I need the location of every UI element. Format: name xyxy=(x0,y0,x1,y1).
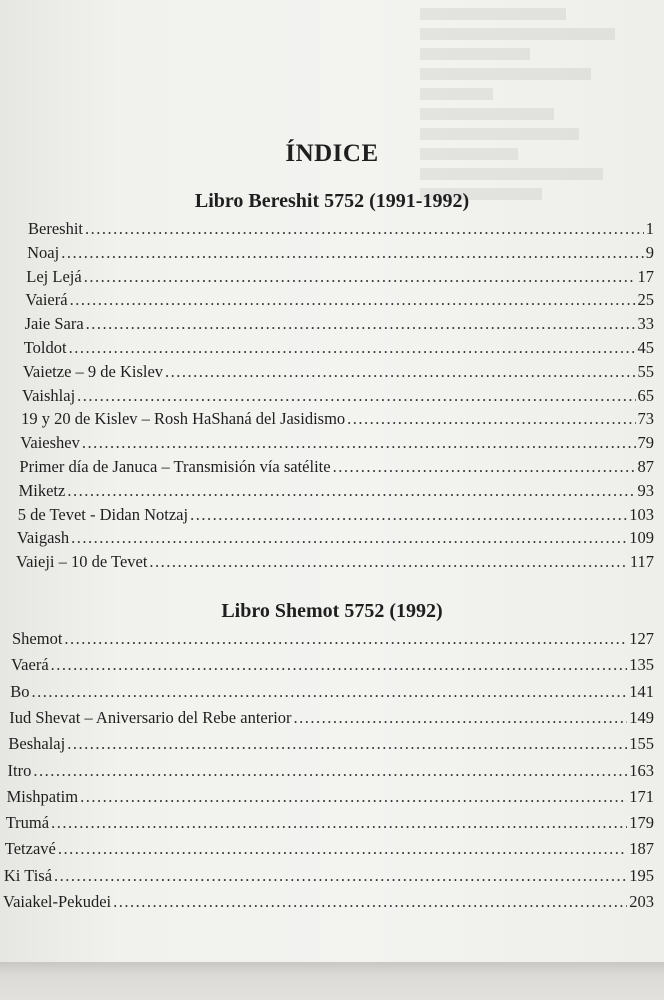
page-title: ÍNDICE xyxy=(285,140,379,167)
toc-entry-page-number: 195 xyxy=(629,865,654,885)
dot-leader xyxy=(113,892,627,912)
dot-leader xyxy=(149,552,627,572)
dot-leader xyxy=(31,682,627,702)
toc-entry-page-number: 127 xyxy=(629,629,654,648)
toc-entry xyxy=(28,219,654,239)
toc-entry-title: Itro xyxy=(7,760,32,780)
toc-entry xyxy=(18,505,654,525)
dot-leader xyxy=(70,290,636,310)
toc-entry xyxy=(10,682,654,702)
toc-entry-page-number: 171 xyxy=(629,786,654,806)
toc-entry xyxy=(26,267,654,287)
dot-leader xyxy=(61,243,644,263)
toc-entry xyxy=(22,386,654,406)
dot-leader xyxy=(64,629,627,649)
toc-entry-title: Shemot xyxy=(12,629,63,648)
toc-entry xyxy=(16,552,654,572)
dot-leader xyxy=(67,734,627,754)
toc-entry-title: Mishpatim xyxy=(6,786,79,806)
toc-entry-title: Trumá xyxy=(5,813,50,833)
toc-entry-title: 5 de Tevet - Didan Notzaj xyxy=(17,504,189,524)
toc-entry-title: 19 y 20 de Kislev – Rosh HaShaná del Jasidismo xyxy=(21,409,346,429)
toc-entry-page-number: 149 xyxy=(629,707,654,727)
toc-entry-title: Vaigash xyxy=(16,528,70,548)
toc-entry-page-number: 87 xyxy=(637,457,654,476)
toc-entry xyxy=(17,528,654,548)
page-edge-shadow xyxy=(0,962,664,1000)
dot-leader xyxy=(82,433,636,453)
toc-entry-page-number: 55 xyxy=(637,361,654,381)
toc-entry-title: Vaieji – 10 de Tevet xyxy=(16,552,148,572)
dot-leader xyxy=(347,409,635,429)
toc-entry xyxy=(6,813,654,833)
toc-entry-page-number: 203 xyxy=(629,892,654,911)
dot-leader xyxy=(51,655,628,675)
dot-leader xyxy=(294,708,628,728)
toc-entry-title: Miketz xyxy=(18,480,66,500)
section-heading-shemot: Libro Shemot 5752 (1992) xyxy=(221,600,443,622)
toc-entry-page-number: 117 xyxy=(629,552,654,572)
toc-entry xyxy=(11,655,654,675)
toc-entry-page-number: 109 xyxy=(629,528,654,548)
toc-entry-page-number: 93 xyxy=(637,480,654,500)
toc-entry-page-number: 135 xyxy=(629,655,654,675)
toc-entry-page-number: 163 xyxy=(629,760,654,780)
toc-entry xyxy=(7,787,654,807)
toc-entry xyxy=(25,314,654,334)
toc-entry-title: Ki Tisá xyxy=(3,865,53,885)
toc-entry xyxy=(21,409,654,429)
dot-leader xyxy=(51,813,627,833)
toc-entry-page-number: 1 xyxy=(645,219,654,238)
toc-entry-title: Vaiakel-Pekudei xyxy=(3,892,112,911)
toc-entry-page-number: 141 xyxy=(629,681,654,701)
toc-entry-title: Toldot xyxy=(23,338,67,357)
toc-entry xyxy=(19,481,654,501)
toc-entry xyxy=(3,892,654,912)
toc-entry-page-number: 45 xyxy=(637,338,654,357)
toc-entry-page-number: 25 xyxy=(637,290,654,310)
dot-leader xyxy=(77,386,635,406)
dot-leader xyxy=(165,362,635,382)
toc-entry xyxy=(25,290,654,310)
toc-entry-title: Vaishlaj xyxy=(22,385,76,405)
dot-leader xyxy=(84,267,636,287)
toc-entry-title: Bereshit xyxy=(28,219,83,238)
toc-entry-title: Vaerá xyxy=(11,655,49,675)
dot-leader xyxy=(67,481,635,501)
toc-entry-page-number: 187 xyxy=(629,839,654,859)
toc-entry-title: Vaierá xyxy=(25,290,68,310)
toc-entry-title: Lej Lejá xyxy=(26,266,82,286)
toc-entry-page-number: 33 xyxy=(637,314,654,334)
toc-entry-title: Iud Shevat – Aniversario del Rebe anterior xyxy=(9,707,292,727)
toc-entry xyxy=(4,866,654,886)
toc-entry-title: Vaietze – 9 de Kislev xyxy=(22,361,164,381)
toc-entry xyxy=(24,338,654,358)
toc-entry xyxy=(20,433,654,453)
dot-leader xyxy=(71,528,627,548)
dot-leader xyxy=(69,338,636,358)
toc-entry-title: Primer día de Januca – Transmisión vía satélite xyxy=(19,457,331,476)
dot-leader xyxy=(58,839,627,859)
toc-entry-page-number: 73 xyxy=(637,409,654,429)
toc-entry-title: Noaj xyxy=(27,242,60,262)
dot-leader xyxy=(54,866,627,886)
toc-entry-title: Beshalaj xyxy=(8,734,66,754)
dot-leader xyxy=(333,457,636,477)
dot-leader xyxy=(86,314,636,334)
toc-entry-title: Vaieshev xyxy=(20,433,80,453)
toc-entry xyxy=(5,839,654,859)
toc-entry-page-number: 155 xyxy=(629,734,654,754)
toc-entry-title: Bo xyxy=(10,681,30,701)
dot-leader xyxy=(85,219,644,239)
dot-leader xyxy=(33,761,627,781)
toc-entry-title: Tetzavé xyxy=(4,839,56,859)
toc-entry xyxy=(12,629,654,649)
toc-entry-page-number: 103 xyxy=(629,504,654,524)
toc-entry xyxy=(8,734,654,754)
toc-entry-title: Jaie Sara xyxy=(24,314,84,334)
toc-entry-page-number: 79 xyxy=(637,433,654,453)
toc-entry-page-number: 17 xyxy=(637,266,654,286)
toc-entry xyxy=(19,457,654,477)
dot-leader xyxy=(80,787,627,807)
toc-entry xyxy=(23,362,654,382)
dot-leader xyxy=(190,505,627,525)
toc-entry-page-number: 179 xyxy=(629,813,654,833)
toc-entry-page-number: 65 xyxy=(637,385,654,405)
toc-entry xyxy=(27,243,654,263)
section-heading-bereshit: Libro Bereshit 5752 (1991-1992) xyxy=(194,190,470,212)
toc-entry xyxy=(9,708,654,728)
toc-entry xyxy=(8,761,655,781)
toc-entry-page-number: 9 xyxy=(645,242,654,262)
